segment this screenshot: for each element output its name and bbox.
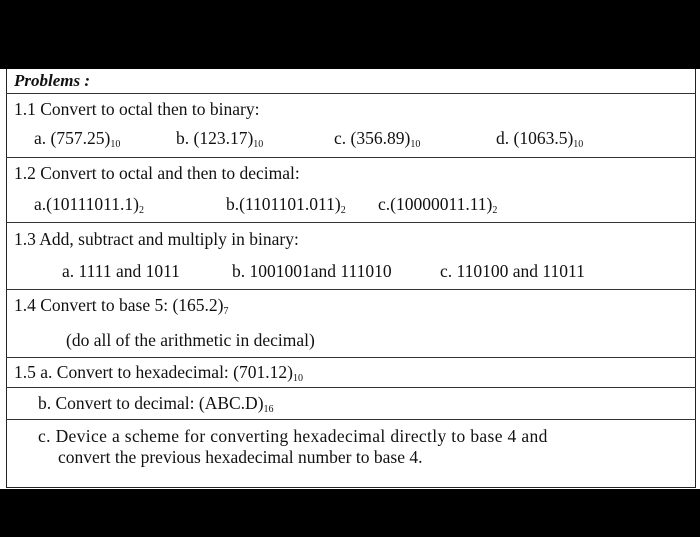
problem-1-3-b: b. 1001001and 111010	[232, 261, 392, 281]
row-divider	[6, 93, 696, 94]
problem-sheet	[0, 69, 700, 489]
problem-1-5-c-line1: c. Device a scheme for converting hexadecimal directly to base 4 and	[38, 426, 548, 446]
problem-1-3-a: a. 1111 and 1011	[62, 261, 180, 281]
row-divider	[6, 419, 696, 420]
row-divider	[6, 387, 696, 388]
problem-1-2-c: $c.(10000011.11)_2$	[378, 194, 498, 216]
problem-1-4-note: (do all of the arithmetic in decimal)	[66, 330, 315, 350]
problem-1-5-c-line2: convert the previous hexadecimal number to base 4.	[58, 447, 423, 467]
row-divider	[6, 289, 696, 290]
problem-1-1-title: 1.1 Convert to octal then to binary:	[14, 99, 260, 119]
problem-1-2-b: $b.(1101101.011)_2$	[226, 194, 346, 216]
problem-1-2-title: 1.2 Convert to octal and then to decimal:	[14, 163, 300, 183]
problem-1-1-b: b. $(123.17)_{10}$	[176, 128, 264, 150]
problem-1-5-a: 1.5 a. Convert to hexadecimal: $(701.12)_{10}$	[14, 362, 303, 384]
row-divider	[6, 222, 696, 223]
problem-1-1-c: c. $(356.89)_{10}$	[334, 128, 421, 150]
sheet-heading: Problems :	[14, 71, 91, 90]
problem-1-3-title: 1.3 Add, subtract and multiply in binary:	[14, 229, 299, 249]
problem-1-5-b: b. Convert to decimal: $(ABC.D)_{16}$	[38, 393, 274, 415]
problem-1-2-a: $a.(10111011.1)_2$	[34, 194, 144, 216]
row-divider	[6, 157, 696, 158]
problem-1-3-c: c. 110100 and 11011	[440, 261, 585, 281]
problem-1-4-title: 1.4 Convert to base 5: $(165.2)_7$	[14, 295, 229, 317]
problem-1-1-a: a. $(757.25)_{10}$	[34, 128, 121, 150]
row-divider	[6, 357, 696, 358]
problem-1-1-d: d. $(1063.5)_{10}$	[496, 128, 584, 150]
